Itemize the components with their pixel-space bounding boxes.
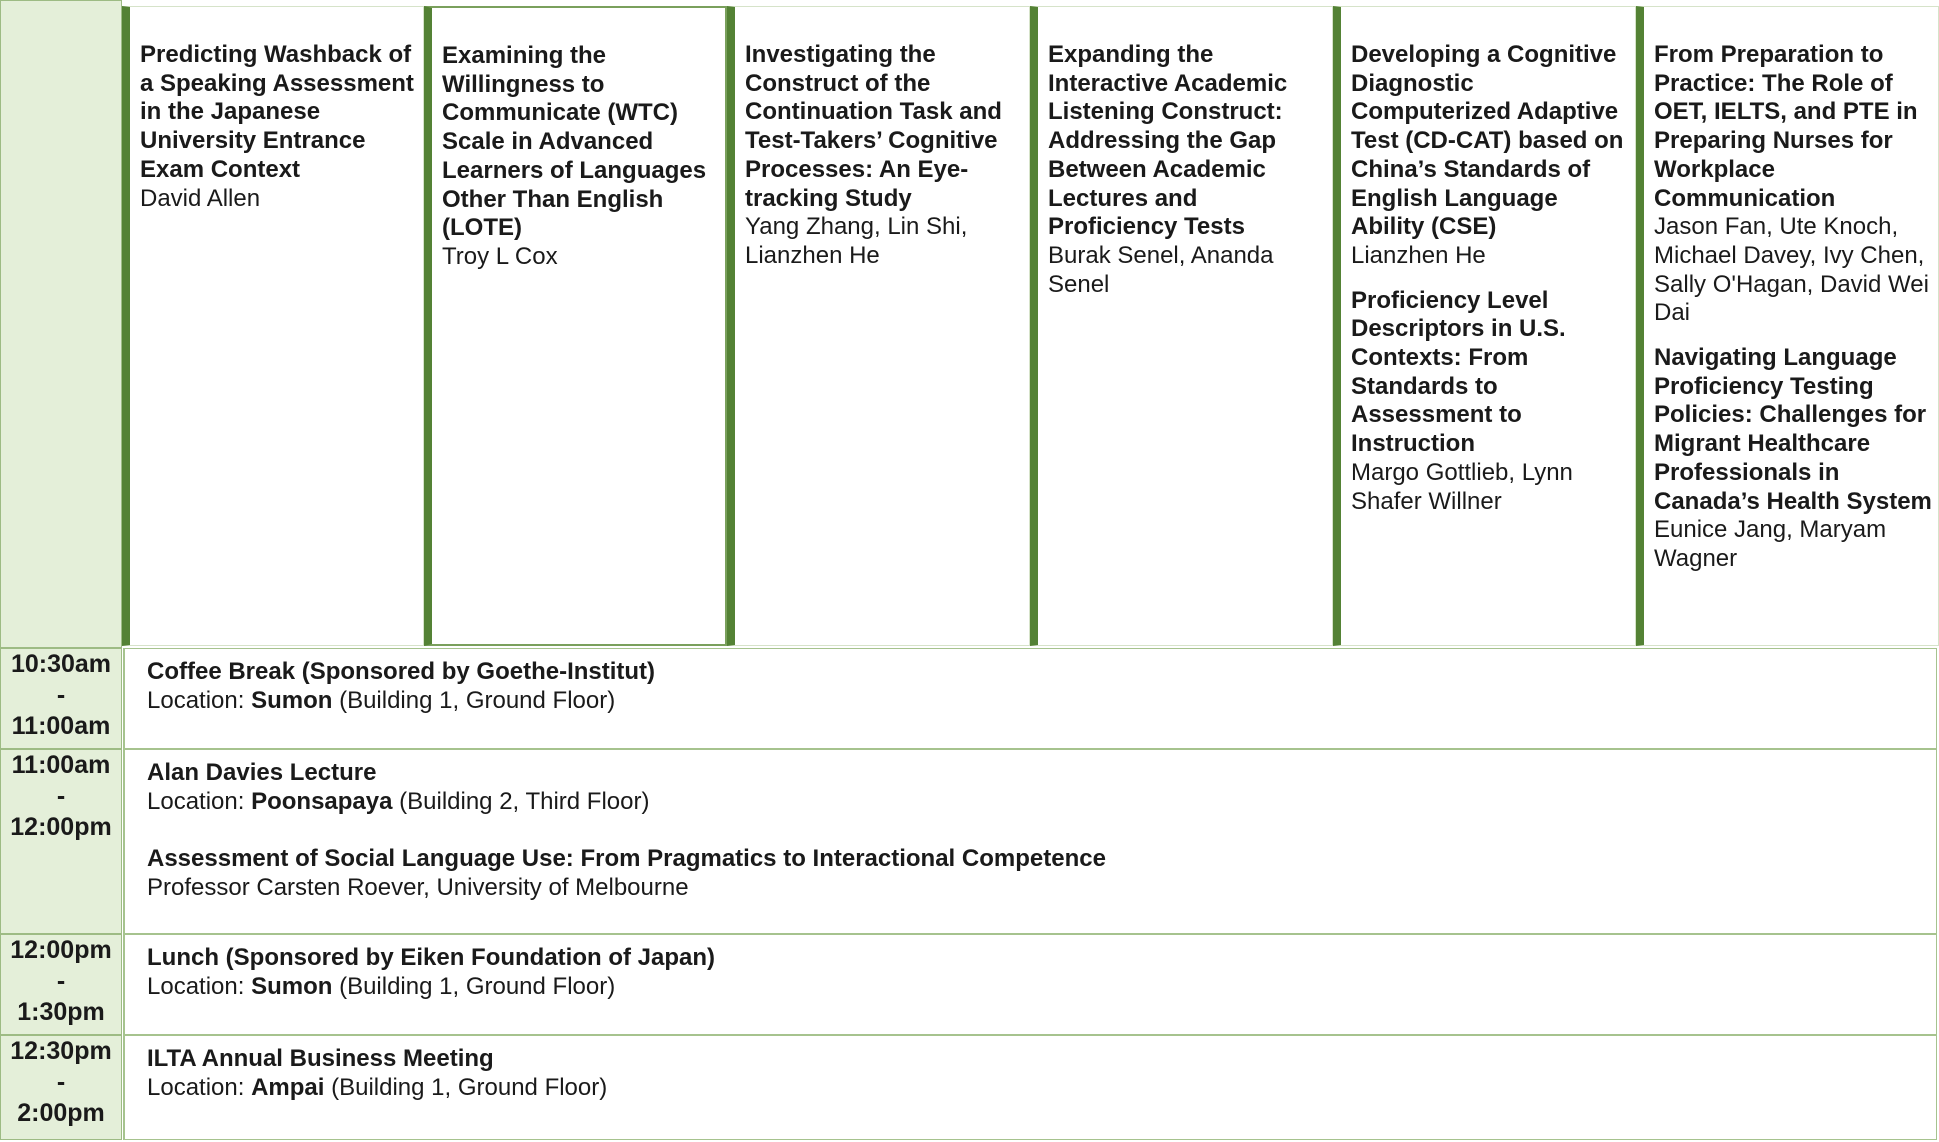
schedule-row-lunch — [123, 934, 1937, 1035]
session-title: From Preparation to Practice: The Role of OET, IELTS, and PTE in Preparing Nurses for Workplace Communication — [1654, 41, 1918, 212]
location-name: Sumon — [251, 687, 333, 714]
spacer — [147, 816, 1936, 844]
time-separator: - — [56, 782, 66, 810]
time-cell-meeting — [0, 1035, 122, 1140]
session-column-1 — [122, 6, 424, 646]
session-authors-2: Eunice Jang, Maryam Wagner — [1654, 516, 1887, 572]
time-cell-coffee — [0, 648, 122, 749]
session-title: Investigating the Construct of the Continuation Task and Test-Takers’ Cognitive Processes: An Eye-tracking Study — [745, 41, 1002, 212]
time-separator: - — [56, 681, 66, 709]
location-detail: (Building 1, Ground Floor) — [332, 687, 616, 714]
time-start: 12:00pm — [10, 936, 112, 964]
session-title-2: Proficiency Level Descriptors in U.S. Contexts: From Standards to Assessment to Instruction — [1351, 286, 1566, 458]
spacer — [1351, 271, 1635, 287]
row-title: Alan Davies Lecture — [147, 759, 377, 786]
session-column-6 — [1636, 6, 1939, 646]
time-start: 12:30pm — [10, 1037, 112, 1065]
session-authors: Yang Zhang, Lin Shi, Lianzhen He — [745, 213, 968, 269]
session-column-2 — [424, 6, 727, 646]
row-title: Lunch (Sponsored by Eiken Foundation of Japan) — [147, 944, 716, 971]
session-column-3 — [727, 6, 1030, 646]
spacer — [1654, 328, 1938, 344]
location-prefix: Location: — [147, 973, 252, 1000]
session-column-5 — [1333, 6, 1636, 646]
talk-title: Assessment of Social Language Use: From Pragmatics to Interactional Competence — [147, 845, 1106, 872]
time-cell-lecture — [0, 749, 122, 934]
session-title: Predicting Washback of a Speaking Assessment in the Japanese University Entrance Exam Context — [140, 41, 414, 183]
location-prefix: Location: — [147, 1074, 252, 1101]
row-title: ILTA Annual Business Meeting — [147, 1045, 494, 1072]
row-title: Coffee Break (Sponsored by Goethe-Institut) — [147, 658, 656, 685]
row-location — [147, 787, 1936, 816]
session-authors: Burak Senel, Ananda Senel — [1048, 241, 1274, 298]
row-location — [147, 972, 1936, 1001]
schedule-row-business-meeting — [123, 1035, 1937, 1140]
session-title: Expanding the Interactive Academic Listening Construct: Addressing the Gap Between Academic Lectures and Proficiency Tests — [1048, 41, 1288, 241]
location-name: Sumon — [251, 973, 333, 1000]
time-cell-top — [0, 0, 122, 648]
location-detail: (Building 1, Ground Floor) — [324, 1074, 608, 1101]
session-authors: Troy L Cox — [442, 242, 558, 270]
time-end: 1:30pm — [17, 998, 105, 1026]
time-cell-lunch — [0, 934, 122, 1035]
schedule-row-lecture — [123, 749, 1937, 934]
location-prefix: Location: — [147, 687, 252, 714]
time-start: 10:30am — [10, 650, 112, 678]
session-column-4 — [1030, 6, 1333, 646]
talk-speaker: Professor Carsten Roever, University of Melbourne — [147, 874, 689, 901]
location-name: Ampai — [251, 1074, 325, 1101]
location-detail: (Building 1, Ground Floor) — [332, 973, 616, 1000]
row-location — [147, 686, 1936, 715]
session-title: Developing a Cognitive Diagnostic Computerized Adaptive Test (CD-CAT) based on China’s Standards of English Language Ability (CSE) — [1351, 41, 1624, 241]
time-end: 11:00am — [11, 712, 111, 740]
time-end: 2:00pm — [17, 1099, 105, 1127]
location-name: Poonsapaya — [251, 788, 393, 815]
session-title: Examining the Willingness to Communicate (WTC) Scale in Advanced Learners of Languages Other Than English (LOTE) — [442, 42, 707, 242]
session-title-2: Navigating Language Proficiency Testing Policies: Challenges for Migrant Healthcare Professionals in Canada’s Health System — [1654, 344, 1932, 515]
location-detail: (Building 2, Third Floor) — [392, 788, 650, 815]
time-start: 11:00am — [11, 751, 111, 779]
row-location — [147, 1073, 1936, 1102]
session-authors: Jason Fan, Ute Knoch, Michael Davey, Ivy Chen, Sally O'Hagan, David Wei Dai — [1654, 213, 1929, 327]
session-authors-2: Margo Gottlieb, Lynn Shafer Willner — [1351, 458, 1573, 515]
time-separator: - — [56, 967, 66, 995]
time-separator: - — [56, 1068, 66, 1096]
time-end: 12:00pm — [10, 813, 112, 841]
schedule-row-coffee-break — [123, 648, 1937, 749]
session-authors: Lianzhen He — [1351, 241, 1486, 269]
location-prefix: Location: — [147, 788, 252, 815]
session-authors: David Allen — [140, 184, 261, 212]
